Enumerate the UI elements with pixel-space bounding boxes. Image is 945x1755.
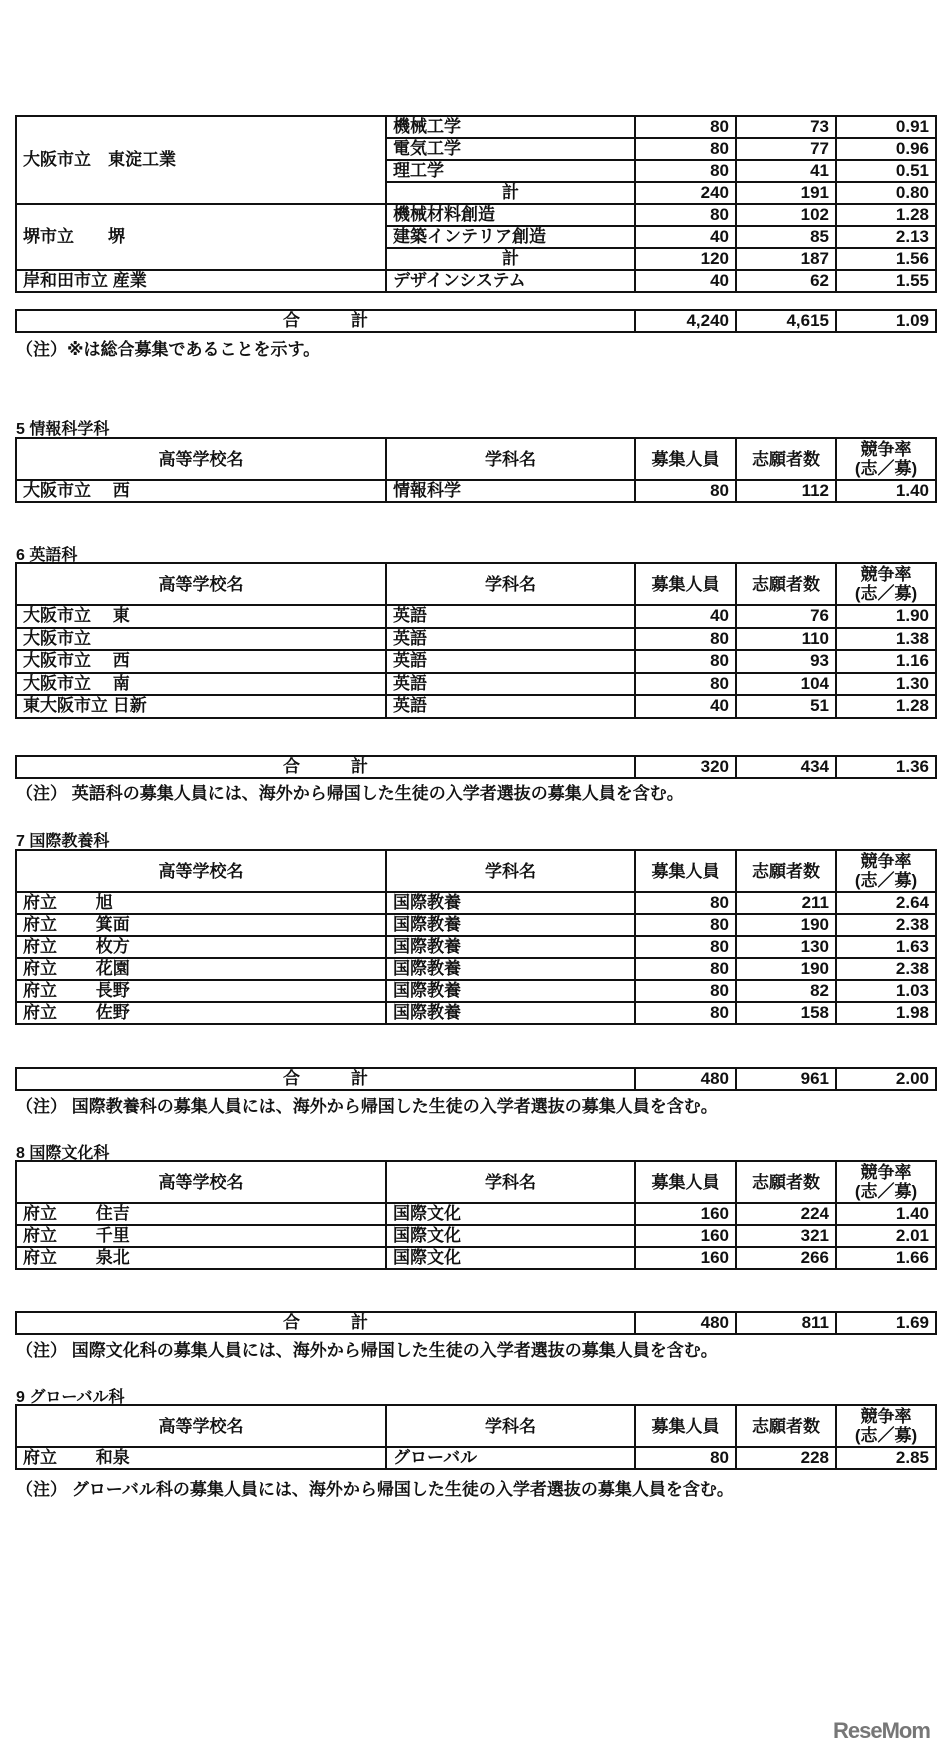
applicants: 211: [736, 892, 836, 914]
header-capacity: 募集人員: [635, 1161, 736, 1203]
dept-name: 国際文化: [386, 1225, 635, 1247]
ratio: 1.28: [836, 695, 936, 718]
table-row: [16, 936, 936, 958]
applicants: 62: [736, 270, 836, 292]
dept-name: 国際教養: [386, 958, 635, 980]
school-name: 大阪市立: [16, 628, 386, 651]
capacity: 160: [635, 1203, 736, 1225]
subtotal-label: 計: [386, 182, 635, 204]
ratio: 1.40: [836, 480, 936, 502]
ratio: 1.98: [836, 1002, 936, 1024]
footnote: （注）※は総合募集であることを示す。: [16, 340, 321, 359]
applicants: 85: [736, 226, 836, 248]
header-applicants: 志願者数: [736, 438, 836, 480]
dept-name: デザインシステム: [386, 270, 635, 292]
table-header-row: [16, 850, 936, 892]
header-ratio-line2: (志／募): [854, 1426, 918, 1445]
total-applicants: 811: [736, 1312, 836, 1334]
dept-name: 電気工学: [386, 138, 635, 160]
school-name: 東大阪市立 日新: [16, 695, 386, 718]
header-ratio: [836, 438, 936, 480]
results-table: [15, 562, 937, 719]
total-label: 合 計: [16, 1068, 635, 1090]
table-header-row: [16, 563, 936, 605]
total-label: 合 計: [16, 1312, 635, 1334]
header-school: 高等学校名: [16, 563, 386, 605]
total-table: [15, 1311, 937, 1335]
header-dept: 学科名: [386, 850, 635, 892]
dept-name: 国際教養: [386, 892, 635, 914]
ratio: 0.96: [836, 138, 936, 160]
footnote: （注） 国際文化科の募集人員には、海外から帰国した生徒の入学者選抜の募集人員を含む。: [16, 1341, 718, 1360]
school-name: 府立 和泉: [16, 1447, 386, 1469]
ratio: 1.40: [836, 1203, 936, 1225]
table-row: [16, 892, 936, 914]
school-name: 府立 住吉: [16, 1203, 386, 1225]
school-name: 府立 泉北: [16, 1247, 386, 1269]
header-ratio-line1: 競争率: [860, 1407, 912, 1426]
total-applicants: 434: [736, 756, 836, 778]
footnote: （注） 英語科の募集人員には、海外から帰国した生徒の入学者選抜の募集人員を含む。: [16, 784, 684, 803]
total-capacity: 480: [635, 1068, 736, 1090]
capacity: 80: [635, 138, 736, 160]
header-ratio: [836, 563, 936, 605]
dept-name: 国際文化: [386, 1203, 635, 1225]
header-dept: 学科名: [386, 1405, 635, 1447]
header-applicants: 志願者数: [736, 1161, 836, 1203]
table-row: [16, 695, 936, 718]
school-name: 府立 花園: [16, 958, 386, 980]
section-title: 5 情報科学科: [16, 421, 110, 438]
capacity: 80: [635, 650, 736, 673]
school-name: 府立 長野: [16, 980, 386, 1002]
total-table: [15, 309, 937, 333]
header-school: 高等学校名: [16, 850, 386, 892]
applicants: 104: [736, 673, 836, 696]
school-name: 大阪市立 西: [16, 650, 386, 673]
school-name: 大阪市立 東淀工業: [16, 116, 386, 204]
school-name: 大阪市立 東: [16, 605, 386, 628]
ratio: 2.64: [836, 892, 936, 914]
ratio: 1.55: [836, 270, 936, 292]
total-ratio: 2.00: [836, 1068, 936, 1090]
applicants: 191: [736, 182, 836, 204]
dept-name: 国際教養: [386, 914, 635, 936]
resemom-logo: ReseMom: [833, 1718, 930, 1743]
total-ratio: 1.09: [836, 310, 936, 332]
header-dept: 学科名: [386, 438, 635, 480]
applicants: 93: [736, 650, 836, 673]
total-capacity: 4,240: [635, 310, 736, 332]
table-row: [16, 1225, 936, 1247]
applicants: 77: [736, 138, 836, 160]
total-row: [16, 756, 936, 778]
total-label: 合 計: [16, 756, 635, 778]
table-row: [16, 673, 936, 696]
school-name: 府立 旭: [16, 892, 386, 914]
table-row: [16, 1247, 936, 1269]
section-title: 8 国際文化科: [16, 1145, 110, 1162]
total-row: [16, 1068, 936, 1090]
ratio: 1.16: [836, 650, 936, 673]
table-row: [16, 204, 936, 226]
school-name: 岸和田市立 産業: [16, 270, 386, 292]
dept-name: 英語: [386, 628, 635, 651]
total-table: [15, 1067, 937, 1091]
total-ratio: 1.36: [836, 756, 936, 778]
results-table: [15, 115, 937, 293]
ratio: 1.63: [836, 936, 936, 958]
ratio: 0.91: [836, 116, 936, 138]
school-name: 府立 枚方: [16, 936, 386, 958]
header-ratio-line1: 競争率: [860, 852, 912, 871]
applicants: 228: [736, 1447, 836, 1469]
school-name: 大阪市立 西: [16, 480, 386, 502]
table-row: [16, 605, 936, 628]
capacity: 80: [635, 914, 736, 936]
dept-name: 機械工学: [386, 116, 635, 138]
applicants: 112: [736, 480, 836, 502]
total-label: 合 計: [16, 310, 635, 332]
applicants: 158: [736, 1002, 836, 1024]
table-row: [16, 628, 936, 651]
ratio: 0.80: [836, 182, 936, 204]
capacity: 40: [635, 695, 736, 718]
school-name: 府立 箕面: [16, 914, 386, 936]
table-header-row: [16, 438, 936, 480]
ratio: 1.03: [836, 980, 936, 1002]
ratio: 2.01: [836, 1225, 936, 1247]
table-row: [16, 116, 936, 138]
ratio: 2.38: [836, 958, 936, 980]
table-row: [16, 958, 936, 980]
applicants: 82: [736, 980, 836, 1002]
dept-name: 国際教養: [386, 1002, 635, 1024]
applicants: 102: [736, 204, 836, 226]
header-dept: 学科名: [386, 563, 635, 605]
table-header-row: [16, 1405, 936, 1447]
header-school: 高等学校名: [16, 1161, 386, 1203]
dept-name: 英語: [386, 650, 635, 673]
ratio: 1.56: [836, 248, 936, 270]
dept-name: 英語: [386, 605, 635, 628]
total-capacity: 320: [635, 756, 736, 778]
table-row: [16, 980, 936, 1002]
footnote: （注） グローバル科の募集人員には、海外から帰国した生徒の入学者選抜の募集人員を含む。: [16, 1480, 734, 1499]
capacity: 240: [635, 182, 736, 204]
table-row: [16, 914, 936, 936]
header-capacity: 募集人員: [635, 438, 736, 480]
table-row: [16, 270, 936, 292]
applicants: 224: [736, 1203, 836, 1225]
capacity: 80: [635, 892, 736, 914]
header-applicants: 志願者数: [736, 850, 836, 892]
header-ratio: [836, 1405, 936, 1447]
capacity: 80: [635, 1447, 736, 1469]
header-capacity: 募集人員: [635, 850, 736, 892]
dept-name: 機械材料創造: [386, 204, 635, 226]
ratio: 1.30: [836, 673, 936, 696]
capacity: 80: [635, 980, 736, 1002]
total-applicants: 4,615: [736, 310, 836, 332]
capacity: 80: [635, 673, 736, 696]
applicants: 321: [736, 1225, 836, 1247]
table-row: [16, 480, 936, 502]
total-row: [16, 310, 936, 332]
header-ratio-line2: (志／募): [854, 584, 918, 603]
total-row: [16, 1312, 936, 1334]
applicants: 41: [736, 160, 836, 182]
results-table: [15, 1160, 937, 1270]
header-ratio: [836, 1161, 936, 1203]
section-title: 7 国際教養科: [16, 833, 110, 850]
ratio: 1.38: [836, 628, 936, 651]
capacity: 80: [635, 628, 736, 651]
header-applicants: 志願者数: [736, 563, 836, 605]
dept-name: 国際文化: [386, 1247, 635, 1269]
capacity: 40: [635, 270, 736, 292]
ratio: 1.28: [836, 204, 936, 226]
header-ratio: [836, 850, 936, 892]
header-capacity: 募集人員: [635, 563, 736, 605]
ratio: 1.66: [836, 1247, 936, 1269]
ratio: 2.38: [836, 914, 936, 936]
applicants: 266: [736, 1247, 836, 1269]
capacity: 80: [635, 204, 736, 226]
header-ratio-line1: 競争率: [860, 440, 912, 459]
header-applicants: 志願者数: [736, 1405, 836, 1447]
school-name: 大阪市立 南: [16, 673, 386, 696]
capacity: 80: [635, 936, 736, 958]
header-school: 高等学校名: [16, 438, 386, 480]
capacity: 80: [635, 958, 736, 980]
capacity: 40: [635, 226, 736, 248]
applicants: 190: [736, 914, 836, 936]
header-ratio-line2: (志／募): [854, 871, 918, 890]
school-name: 堺市立 堺: [16, 204, 386, 270]
table-row: [16, 1203, 936, 1225]
dept-name: 国際教養: [386, 936, 635, 958]
capacity: 160: [635, 1225, 736, 1247]
table-row: [16, 1447, 936, 1469]
capacity: 120: [635, 248, 736, 270]
applicants: 187: [736, 248, 836, 270]
header-dept: 学科名: [386, 1161, 635, 1203]
ratio: 1.90: [836, 605, 936, 628]
total-capacity: 480: [635, 1312, 736, 1334]
applicants: 76: [736, 605, 836, 628]
section-title: 6 英語科: [16, 547, 78, 564]
ratio: 2.13: [836, 226, 936, 248]
total-ratio: 1.69: [836, 1312, 936, 1334]
applicants: 130: [736, 936, 836, 958]
header-ratio-line2: (志／募): [854, 1182, 918, 1201]
applicants: 73: [736, 116, 836, 138]
header-capacity: 募集人員: [635, 1405, 736, 1447]
table-header-row: [16, 1161, 936, 1203]
header-ratio-line1: 競争率: [860, 565, 912, 584]
header-ratio-line1: 競争率: [860, 1163, 912, 1182]
capacity: 40: [635, 605, 736, 628]
header-ratio-line2: (志／募): [854, 459, 918, 478]
capacity: 80: [635, 480, 736, 502]
capacity: 80: [635, 160, 736, 182]
subtotal-label: 計: [386, 248, 635, 270]
dept-name: 理工学: [386, 160, 635, 182]
capacity: 160: [635, 1247, 736, 1269]
dept-name: 国際教養: [386, 980, 635, 1002]
school-name: 府立 千里: [16, 1225, 386, 1247]
table-row: [16, 650, 936, 673]
results-table: [15, 1404, 937, 1470]
dept-name: 英語: [386, 695, 635, 718]
results-table: [15, 849, 937, 1025]
ratio: 0.51: [836, 160, 936, 182]
footnote: （注） 国際教養科の募集人員には、海外から帰国した生徒の入学者選抜の募集人員を含む。: [16, 1097, 718, 1116]
applicants: 190: [736, 958, 836, 980]
school-name: 府立 佐野: [16, 1002, 386, 1024]
dept-name: グローバル: [386, 1447, 635, 1469]
applicants: 110: [736, 628, 836, 651]
total-applicants: 961: [736, 1068, 836, 1090]
dept-name: 英語: [386, 673, 635, 696]
capacity: 80: [635, 116, 736, 138]
table-row: [16, 1002, 936, 1024]
dept-name: 情報科学: [386, 480, 635, 502]
dept-name: 建築インテリア創造: [386, 226, 635, 248]
applicants: 51: [736, 695, 836, 718]
header-school: 高等学校名: [16, 1405, 386, 1447]
section-title: 9 グローバル科: [16, 1389, 125, 1406]
results-table: [15, 437, 937, 503]
ratio: 2.85: [836, 1447, 936, 1469]
total-table: [15, 755, 937, 779]
capacity: 80: [635, 1002, 736, 1024]
